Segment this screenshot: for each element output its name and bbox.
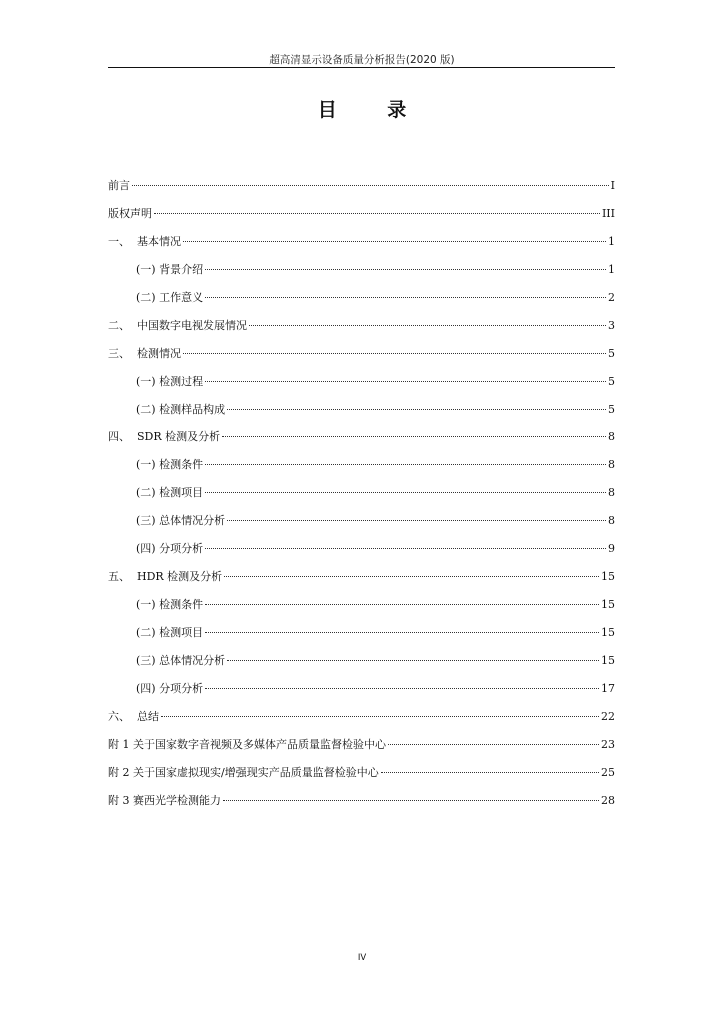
toc-entry-label: 三、 检测情况 bbox=[108, 346, 181, 360]
toc-entry-label: (四) 分项分析 bbox=[136, 681, 204, 695]
toc-entry[interactable] bbox=[108, 345, 615, 373]
toc-entry-page: 25 bbox=[601, 765, 615, 779]
toc-entry-label: 附 1 关于国家数字音视频及多媒体产品质量监督检验中心 bbox=[108, 737, 386, 751]
toc-entry-label: 附 2 关于国家虚拟现实/增强现实产品质量监督检验中心 bbox=[108, 765, 379, 779]
toc-entry-page: 15 bbox=[601, 570, 615, 584]
toc-entry[interactable] bbox=[108, 708, 615, 736]
toc-entry[interactable] bbox=[108, 373, 615, 401]
toc-dot-leader bbox=[205, 548, 606, 549]
toc-dot-leader bbox=[154, 213, 600, 214]
toc-entry[interactable] bbox=[108, 205, 615, 233]
toc-entry-label: (二) 检测样品构成 bbox=[136, 402, 226, 416]
toc-entry-page: 17 bbox=[601, 681, 615, 695]
toc-dot-leader bbox=[161, 716, 599, 717]
table-of-contents bbox=[108, 177, 615, 820]
toc-entry-label: (二) 检测项目 bbox=[136, 486, 204, 500]
toc-entry[interactable] bbox=[108, 428, 615, 456]
toc-entry-page: 1 bbox=[608, 234, 615, 248]
toc-entry-page: 8 bbox=[608, 486, 615, 500]
toc-entry-page: 9 bbox=[608, 542, 615, 556]
running-header: 超高清显示设备质量分析报告(2020 版) bbox=[269, 54, 455, 66]
toc-title: 目 录 bbox=[317, 99, 429, 121]
toc-entry-page: 8 bbox=[608, 430, 615, 444]
toc-entry[interactable] bbox=[108, 652, 615, 680]
toc-entry-label: (二) 检测项目 bbox=[136, 626, 204, 639]
toc-entry-page: 5 bbox=[608, 374, 615, 388]
toc-entry-label: 六、 总结 bbox=[108, 709, 159, 723]
toc-dot-leader bbox=[205, 381, 606, 382]
toc-dot-leader bbox=[205, 688, 599, 689]
toc-dot-leader bbox=[205, 297, 606, 298]
toc-entry-page: III bbox=[601, 206, 615, 220]
toc-entry[interactable] bbox=[108, 736, 615, 764]
toc-dot-leader bbox=[381, 772, 599, 773]
toc-entry[interactable] bbox=[108, 261, 615, 289]
toc-dot-leader bbox=[205, 632, 599, 633]
toc-entry-page: 5 bbox=[608, 346, 615, 360]
toc-entry-label: (三) 总体情况分析 bbox=[136, 514, 226, 528]
toc-entry-page: 28 bbox=[601, 793, 615, 807]
toc-entry-page: I bbox=[610, 179, 615, 192]
toc-entry-label: 版权声明 bbox=[108, 206, 152, 220]
toc-entry-label: (一) 检测过程 bbox=[136, 374, 204, 388]
toc-entry[interactable] bbox=[108, 624, 615, 652]
toc-entry-page: 5 bbox=[608, 402, 615, 416]
toc-entry-page: 15 bbox=[601, 653, 615, 667]
toc-entry-page: 8 bbox=[608, 458, 615, 472]
toc-dot-leader bbox=[205, 464, 606, 465]
toc-dot-leader bbox=[227, 660, 599, 661]
toc-entry-label: (一) 背景介绍 bbox=[136, 262, 204, 276]
toc-entry[interactable] bbox=[108, 596, 615, 624]
toc-entry-page: 23 bbox=[601, 737, 615, 751]
toc-dot-leader bbox=[227, 520, 606, 521]
toc-entry-label: (二) 工作意义 bbox=[136, 290, 204, 304]
toc-dot-leader bbox=[388, 744, 599, 745]
toc-entry-page: 8 bbox=[608, 514, 615, 528]
toc-entry-page: 15 bbox=[601, 598, 615, 612]
toc-entry[interactable] bbox=[108, 792, 615, 820]
toc-entry-label: 四、 SDR 检测及分析 bbox=[108, 430, 221, 444]
toc-dot-leader bbox=[249, 325, 606, 326]
toc-entry-label: (四) 分项分析 bbox=[136, 542, 204, 556]
toc-dot-leader bbox=[205, 604, 599, 605]
toc-entry-page: 15 bbox=[601, 626, 615, 639]
toc-entry-label: (一) 检测条件 bbox=[136, 458, 204, 472]
toc-entry[interactable] bbox=[108, 177, 615, 205]
toc-entry[interactable] bbox=[108, 289, 615, 317]
toc-entry-label: 一、 基本情况 bbox=[108, 234, 181, 248]
toc-entry[interactable] bbox=[108, 568, 615, 596]
toc-dot-leader bbox=[205, 269, 606, 270]
toc-dot-leader bbox=[205, 492, 606, 493]
toc-entry-page: 2 bbox=[608, 290, 615, 304]
toc-entry[interactable] bbox=[108, 456, 615, 484]
toc-entry[interactable] bbox=[108, 512, 615, 540]
toc-entry-label: (一) 检测条件 bbox=[136, 598, 204, 612]
toc-entry[interactable] bbox=[108, 764, 615, 792]
toc-entry[interactable] bbox=[108, 484, 615, 512]
toc-dot-leader bbox=[183, 353, 606, 354]
toc-entry-label: 二、 中国数字电视发展情况 bbox=[108, 318, 247, 332]
toc-entry[interactable] bbox=[108, 680, 615, 708]
toc-entry-label: 前言 bbox=[108, 179, 130, 192]
toc-entry-label: 五、 HDR 检测及分析 bbox=[108, 570, 223, 584]
toc-entry-page: 22 bbox=[601, 709, 615, 723]
toc-dot-leader bbox=[132, 185, 609, 186]
toc-entry-page: 3 bbox=[608, 318, 615, 332]
toc-dot-leader bbox=[223, 800, 599, 801]
toc-entry[interactable] bbox=[108, 317, 615, 345]
toc-dot-leader bbox=[222, 436, 606, 437]
toc-dot-leader bbox=[183, 241, 606, 242]
page-number: IV bbox=[357, 953, 367, 963]
toc-entry[interactable] bbox=[108, 540, 615, 568]
toc-entry[interactable] bbox=[108, 401, 615, 429]
toc-dot-leader bbox=[227, 409, 606, 410]
toc-entry[interactable] bbox=[108, 233, 615, 261]
toc-entry-label: 附 3 赛西光学检测能力 bbox=[108, 793, 221, 807]
toc-dot-leader bbox=[224, 576, 599, 577]
toc-entry-page: 1 bbox=[608, 262, 615, 276]
toc-entry-label: (三) 总体情况分析 bbox=[136, 653, 226, 667]
header-divider bbox=[108, 67, 615, 68]
